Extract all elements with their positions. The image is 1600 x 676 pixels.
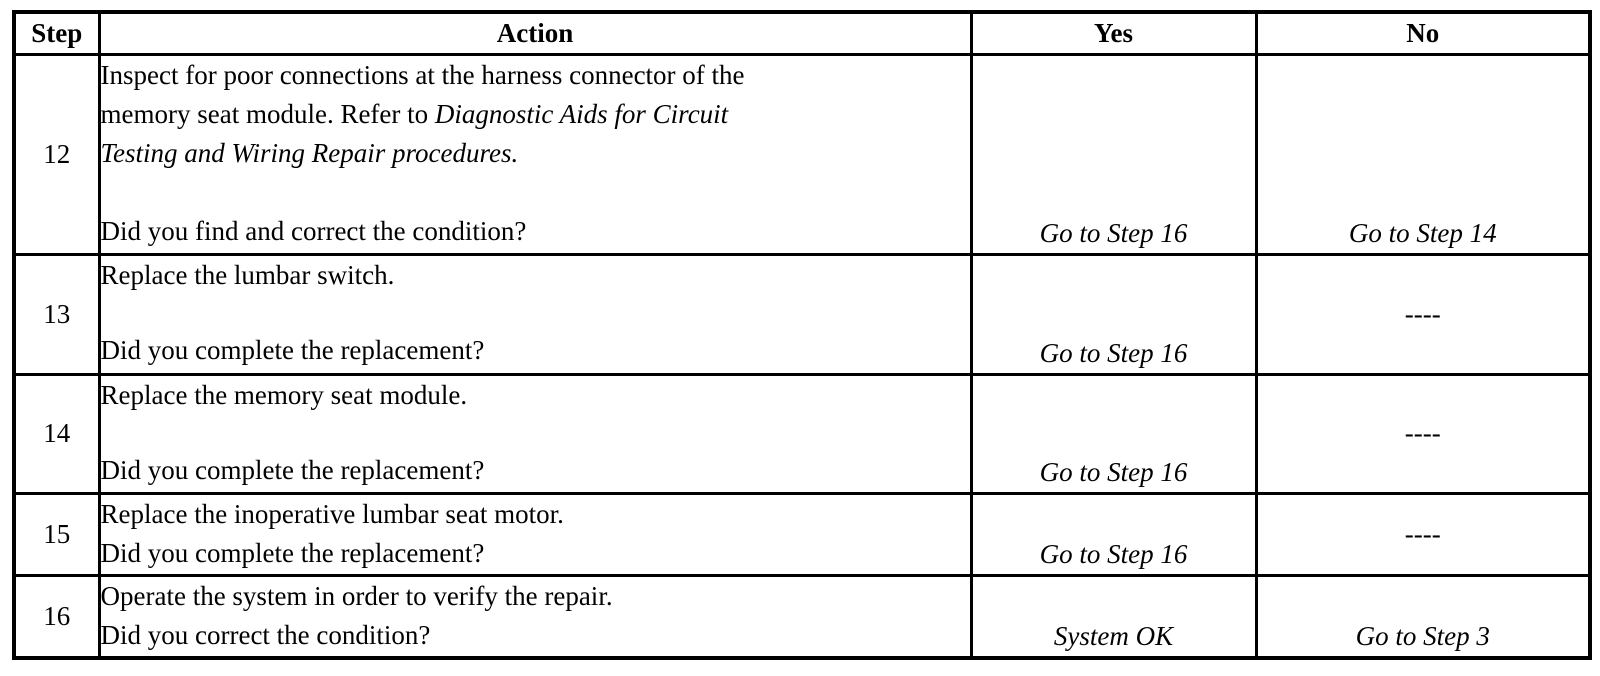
action-text: memory seat module. Refer to <box>100 99 435 129</box>
step-number: 15 <box>14 494 99 576</box>
action-cell <box>99 255 971 374</box>
step-number: 12 <box>14 55 99 255</box>
reference-text: Testing and Wiring Repair procedures. <box>100 138 519 168</box>
step-number: 13 <box>14 255 99 374</box>
diagnostic-table <box>12 10 1592 660</box>
action-text: Replace the lumbar switch. <box>100 260 395 291</box>
question-text: Did you complete the replacement? <box>100 538 485 569</box>
header-action: Action <box>99 12 971 55</box>
question-text: Did you complete the replacement? <box>100 335 485 366</box>
no-result: Go to Step 3 <box>1256 576 1590 659</box>
yes-result: Go to Step 16 <box>971 255 1256 374</box>
action-text: Operate the system in order to verify the repair. <box>100 581 613 611</box>
no-result: ---- <box>1256 494 1590 576</box>
table-row <box>14 374 1590 493</box>
table-row <box>14 494 1590 576</box>
no-result: Go to Step 14 <box>1256 55 1590 255</box>
table-row <box>14 255 1590 374</box>
header-yes: Yes <box>971 12 1256 55</box>
yes-result: System OK <box>971 576 1256 659</box>
question-text: Did you complete the replacement? <box>100 454 485 485</box>
action-cell <box>99 494 971 576</box>
question-text: Did you find and correct the condition? <box>100 216 527 246</box>
yes-result: Go to Step 16 <box>971 374 1256 493</box>
header-no: No <box>1256 12 1590 55</box>
table-row <box>14 576 1590 659</box>
question-text: Did you correct the condition? <box>100 620 431 650</box>
step-number: 16 <box>14 576 99 659</box>
header-step: Step <box>14 12 99 55</box>
action-text: Replace the inoperative lumbar seat motor. <box>100 499 564 530</box>
yes-result: Go to Step 16 <box>971 55 1256 255</box>
action-text: Inspect for poor connections at the harness connector of the <box>100 60 745 90</box>
step-number: 14 <box>14 374 99 493</box>
reference-text: Diagnostic Aids for Circuit <box>434 99 729 129</box>
action-cell <box>99 374 971 493</box>
action-cell <box>99 55 971 255</box>
no-result: ---- <box>1256 255 1590 374</box>
action-cell <box>99 576 971 659</box>
header-row <box>14 12 1590 55</box>
yes-result: Go to Step 16 <box>971 494 1256 576</box>
action-text: Replace the memory seat module. <box>100 379 468 410</box>
no-result: ---- <box>1256 374 1590 493</box>
table-row <box>14 55 1590 255</box>
action-text-line <box>101 95 970 134</box>
